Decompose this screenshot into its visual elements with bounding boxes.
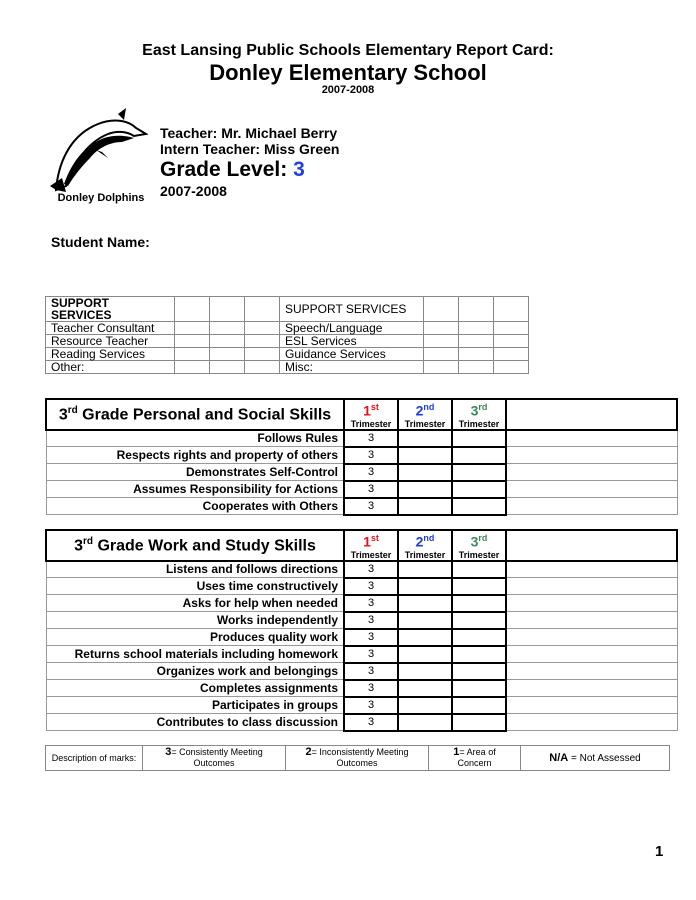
mark-t1[interactable]: 3 bbox=[344, 447, 398, 464]
mark-t1[interactable]: 3 bbox=[344, 612, 398, 629]
mark-t2[interactable] bbox=[398, 680, 452, 697]
support-service-cell[interactable] bbox=[494, 335, 529, 348]
skill-row bbox=[46, 447, 677, 464]
legend-label: Description of marks: bbox=[46, 746, 143, 771]
mark-t2[interactable] bbox=[398, 498, 452, 515]
support-service-label: Misc: bbox=[280, 361, 424, 374]
trimester-number: 3 bbox=[470, 533, 479, 550]
mark-t1[interactable]: 3 bbox=[344, 481, 398, 498]
mark-t1[interactable]: 3 bbox=[344, 663, 398, 680]
trimester-suffix: st bbox=[370, 533, 379, 543]
mark-t3[interactable] bbox=[452, 561, 506, 578]
skills-section-title bbox=[46, 399, 344, 430]
school-name: Donley Elementary School bbox=[209, 60, 487, 85]
skill-row bbox=[46, 595, 677, 612]
teacher-year: 2007-2008 bbox=[160, 183, 227, 199]
mark-t1[interactable]: 3 bbox=[344, 629, 398, 646]
trimester-ordinal bbox=[345, 531, 397, 550]
skill-label: Produces quality work bbox=[46, 629, 344, 646]
title-text: Grade Personal and Social Skills bbox=[77, 405, 332, 423]
legend-desc: = Consistently Meeting bbox=[171, 747, 263, 757]
mark-t1[interactable]: 3 bbox=[344, 595, 398, 612]
title-ordinal: rd bbox=[83, 535, 94, 547]
support-service-label: SUPPORT SERVICES bbox=[280, 297, 424, 322]
mark-t1[interactable]: 3 bbox=[344, 680, 398, 697]
trimester-ordinal bbox=[453, 400, 505, 419]
mark-t2[interactable] bbox=[398, 697, 452, 714]
legend-key: 2 bbox=[305, 746, 312, 758]
trimester-ordinal bbox=[345, 400, 397, 419]
logo-caption: Donley Dolphins bbox=[57, 192, 145, 204]
support-service-cell[interactable] bbox=[210, 297, 245, 322]
skill-label: Completes assignments bbox=[46, 680, 344, 697]
mark-t1[interactable]: 3 bbox=[344, 464, 398, 481]
support-service-cell[interactable] bbox=[459, 335, 494, 348]
mark-t3[interactable] bbox=[452, 629, 506, 646]
title-number: 3 bbox=[74, 536, 84, 554]
skill-label: Uses time constructively bbox=[46, 578, 344, 595]
skill-label: Listens and follows directions bbox=[46, 561, 344, 578]
legend-item bbox=[286, 746, 429, 771]
mark-t3[interactable] bbox=[452, 646, 506, 663]
mark-t3[interactable] bbox=[452, 663, 506, 680]
skill-row bbox=[46, 498, 677, 515]
trimester-suffix: rd bbox=[478, 402, 488, 412]
support-service-cell[interactable] bbox=[245, 335, 280, 348]
trimester-label: Trimester bbox=[350, 549, 392, 560]
title-ordinal: rd bbox=[67, 404, 78, 416]
support-service-label: SUPPORT SERVICES bbox=[46, 297, 175, 322]
support-services-row bbox=[46, 322, 529, 335]
support-service-cell[interactable] bbox=[175, 297, 210, 322]
support-service-label: Other: bbox=[46, 361, 175, 374]
support-service-cell[interactable] bbox=[494, 297, 529, 322]
comment-cell[interactable] bbox=[506, 498, 677, 515]
mark-t1[interactable]: 3 bbox=[344, 498, 398, 515]
mark-t3[interactable] bbox=[452, 612, 506, 629]
report-card-heading: East Lansing Public Schools Elementary Report Card: bbox=[142, 42, 554, 59]
mark-t3[interactable] bbox=[452, 697, 506, 714]
skill-row bbox=[46, 481, 677, 498]
mark-t2[interactable] bbox=[398, 663, 452, 680]
mark-t3[interactable] bbox=[452, 578, 506, 595]
trimester-ordinal bbox=[399, 400, 451, 419]
support-service-cell[interactable] bbox=[245, 361, 280, 374]
title-number: 3 bbox=[58, 405, 68, 423]
skill-label: Works independently bbox=[46, 612, 344, 629]
support-service-label: Guidance Services bbox=[280, 348, 424, 361]
comment-cell[interactable] bbox=[506, 447, 677, 464]
support-service-cell[interactable] bbox=[210, 348, 245, 361]
skill-label: Demonstrates Self-Control bbox=[46, 464, 344, 481]
mark-t1[interactable]: 3 bbox=[344, 578, 398, 595]
grade-level-label: Grade Level: bbox=[160, 158, 294, 181]
support-service-cell[interactable] bbox=[245, 297, 280, 322]
support-service-cell[interactable] bbox=[459, 348, 494, 361]
support-service-cell[interactable] bbox=[459, 322, 494, 335]
teacher-info bbox=[160, 125, 339, 199]
mark-t3[interactable] bbox=[452, 481, 506, 498]
trimester-number: 2 bbox=[415, 533, 424, 550]
support-service-cell[interactable] bbox=[494, 361, 529, 374]
trimester-label: Trimester bbox=[458, 549, 500, 560]
mark-t2[interactable] bbox=[398, 481, 452, 498]
student-name-label: Student Name: bbox=[51, 234, 150, 250]
skill-label: Assumes Responsibility for Actions bbox=[46, 481, 344, 498]
mark-t2[interactable] bbox=[398, 714, 452, 731]
dolphin-icon bbox=[48, 106, 148, 192]
trimester-suffix: rd bbox=[478, 533, 488, 543]
trimester-suffix: nd bbox=[423, 533, 435, 543]
mark-t3[interactable] bbox=[452, 680, 506, 697]
skill-row bbox=[46, 646, 677, 663]
mark-t3[interactable] bbox=[452, 430, 506, 447]
support-service-cell[interactable] bbox=[424, 297, 459, 322]
support-service-cell[interactable] bbox=[210, 335, 245, 348]
trimester-header-3 bbox=[452, 399, 506, 430]
support-services-row bbox=[46, 297, 529, 322]
mark-t3[interactable] bbox=[452, 714, 506, 731]
comment-cell[interactable] bbox=[506, 464, 677, 481]
comment-cell[interactable] bbox=[506, 578, 677, 595]
trimester-ordinal bbox=[399, 531, 451, 550]
mark-t2[interactable] bbox=[398, 464, 452, 481]
support-service-cell[interactable] bbox=[210, 361, 245, 374]
comment-cell[interactable] bbox=[506, 714, 677, 731]
grade-level-value: 3 bbox=[293, 158, 305, 181]
legend-key: N/A bbox=[549, 751, 569, 764]
comment-header bbox=[506, 530, 677, 561]
mark-t2[interactable] bbox=[398, 447, 452, 464]
skill-label: Asks for help when needed bbox=[46, 595, 344, 612]
skill-row bbox=[46, 464, 677, 481]
mark-t2[interactable] bbox=[398, 629, 452, 646]
trimester-number: 1 bbox=[363, 402, 371, 419]
support-services-table bbox=[45, 296, 529, 374]
legend-key: 1 bbox=[453, 746, 460, 758]
skill-row bbox=[46, 629, 677, 646]
support-service-cell[interactable] bbox=[424, 322, 459, 335]
legend-desc-2: Concern bbox=[457, 758, 492, 768]
skill-label: Respects rights and property of others bbox=[46, 447, 344, 464]
mark-t2[interactable] bbox=[398, 595, 452, 612]
skill-label: Contributes to class discussion bbox=[46, 714, 344, 731]
support-service-cell[interactable] bbox=[424, 348, 459, 361]
mark-t1[interactable]: 3 bbox=[344, 646, 398, 663]
support-service-cell[interactable] bbox=[245, 322, 280, 335]
trimester-header-1 bbox=[344, 399, 398, 430]
mark-t1[interactable]: 3 bbox=[344, 714, 398, 731]
comment-header bbox=[506, 399, 677, 430]
comment-cell[interactable] bbox=[506, 595, 677, 612]
support-service-cell[interactable] bbox=[175, 322, 210, 335]
skill-row bbox=[46, 680, 677, 697]
support-service-cell[interactable] bbox=[424, 361, 459, 374]
support-service-cell[interactable] bbox=[210, 322, 245, 335]
teacher-name: Teacher: Mr. Michael Berry bbox=[160, 125, 338, 141]
mark-t3[interactable] bbox=[452, 464, 506, 481]
mark-t3[interactable] bbox=[452, 447, 506, 464]
mark-t3[interactable] bbox=[452, 498, 506, 515]
skill-label: Cooperates with Others bbox=[46, 498, 344, 515]
support-services-row bbox=[46, 348, 529, 361]
legend-key: 3 bbox=[165, 746, 172, 758]
legend-desc: = Area of bbox=[459, 747, 496, 757]
support-service-cell[interactable] bbox=[459, 361, 494, 374]
skill-row bbox=[46, 663, 677, 680]
trimester-label: Trimester bbox=[404, 418, 446, 429]
comment-cell[interactable] bbox=[506, 612, 677, 629]
intern-teacher-name: Intern Teacher: Miss Green bbox=[160, 141, 340, 157]
skill-row bbox=[46, 714, 677, 731]
page-number: 1 bbox=[655, 843, 664, 860]
skill-row bbox=[46, 578, 677, 595]
legend-item bbox=[521, 746, 670, 771]
skill-label: Follows Rules bbox=[46, 430, 344, 447]
work-study-skills-table bbox=[45, 529, 678, 732]
comment-cell[interactable] bbox=[506, 430, 677, 447]
support-service-label: Resource Teacher bbox=[46, 335, 175, 348]
support-service-cell[interactable] bbox=[175, 335, 210, 348]
mark-t1[interactable]: 3 bbox=[344, 561, 398, 578]
support-services-row bbox=[46, 335, 529, 348]
comment-cell[interactable] bbox=[506, 481, 677, 498]
mark-t3[interactable] bbox=[452, 595, 506, 612]
comment-cell[interactable] bbox=[506, 646, 677, 663]
grade-level bbox=[160, 157, 339, 183]
skill-row bbox=[46, 697, 677, 714]
legend-desc: = Not Assessed bbox=[568, 752, 641, 764]
legend-desc-2: Outcomes bbox=[336, 758, 378, 768]
mark-t2[interactable] bbox=[398, 646, 452, 663]
skill-row bbox=[46, 612, 677, 629]
mark-t2[interactable] bbox=[398, 561, 452, 578]
support-service-label: Speech/Language bbox=[280, 322, 424, 335]
comment-cell[interactable] bbox=[506, 561, 677, 578]
trimester-header-2 bbox=[398, 530, 452, 561]
mark-t1[interactable]: 3 bbox=[344, 430, 398, 447]
skill-label: Returns school materials including homework bbox=[46, 646, 344, 663]
skill-label: Organizes work and belongings bbox=[46, 663, 344, 680]
support-service-label: Reading Services bbox=[46, 348, 175, 361]
trimester-number: 3 bbox=[470, 402, 479, 419]
support-service-cell[interactable] bbox=[494, 322, 529, 335]
trimester-suffix: nd bbox=[423, 402, 435, 412]
school-year: 2007-2008 bbox=[321, 84, 375, 96]
trimester-suffix: st bbox=[370, 402, 379, 412]
trimester-header-2 bbox=[398, 399, 452, 430]
skills-section-title bbox=[46, 530, 344, 561]
skill-label: Participates in groups bbox=[46, 697, 344, 714]
trimester-label: Trimester bbox=[404, 549, 446, 560]
mark-t2[interactable] bbox=[398, 612, 452, 629]
personal-social-skills-table bbox=[45, 398, 678, 516]
support-service-cell[interactable] bbox=[245, 348, 280, 361]
mark-t2[interactable] bbox=[398, 430, 452, 447]
skill-row bbox=[46, 561, 677, 578]
support-service-label: ESL Services bbox=[280, 335, 424, 348]
support-service-cell[interactable] bbox=[459, 297, 494, 322]
support-services-row bbox=[46, 361, 529, 374]
trimester-header-1 bbox=[344, 530, 398, 561]
trimester-ordinal bbox=[453, 531, 505, 550]
trimester-number: 1 bbox=[363, 533, 371, 550]
title-text: Grade Work and Study Skills bbox=[93, 536, 316, 554]
legend-desc: = Inconsistently Meeting bbox=[311, 747, 409, 757]
legend-item bbox=[429, 746, 521, 771]
mark-t2[interactable] bbox=[398, 578, 452, 595]
support-service-cell[interactable] bbox=[494, 348, 529, 361]
support-service-label: Teacher Consultant bbox=[46, 322, 175, 335]
support-service-cell[interactable] bbox=[175, 361, 210, 374]
support-service-cell[interactable] bbox=[424, 335, 459, 348]
comment-cell[interactable] bbox=[506, 629, 677, 646]
trimester-label: Trimester bbox=[350, 418, 392, 429]
trimester-header-3 bbox=[452, 530, 506, 561]
skill-row bbox=[46, 430, 677, 447]
support-service-cell[interactable] bbox=[175, 348, 210, 361]
trimester-number: 2 bbox=[415, 402, 424, 419]
comment-cell[interactable] bbox=[506, 663, 677, 680]
comment-cell[interactable] bbox=[506, 680, 677, 697]
marks-legend-table bbox=[45, 745, 670, 771]
trimester-label: Trimester bbox=[458, 418, 500, 429]
comment-cell[interactable] bbox=[506, 697, 677, 714]
mark-t1[interactable]: 3 bbox=[344, 697, 398, 714]
skills-header-row bbox=[46, 530, 677, 561]
legend-item bbox=[143, 746, 286, 771]
skills-header-row bbox=[46, 399, 677, 430]
legend-desc-2: Outcomes bbox=[193, 758, 235, 768]
